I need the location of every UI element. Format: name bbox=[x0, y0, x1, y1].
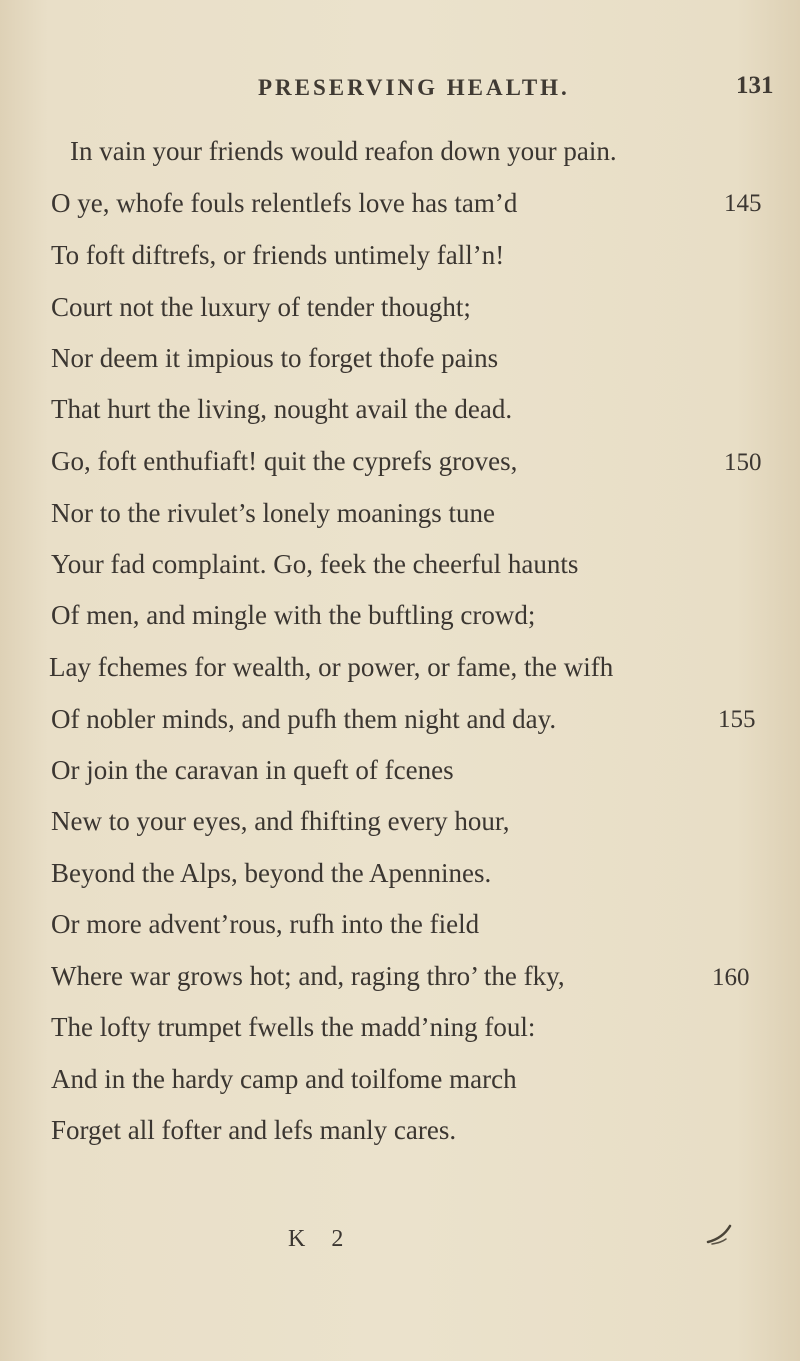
ink-smudge bbox=[706, 1222, 734, 1248]
running-title: PRESERVING HEALTH. bbox=[258, 75, 570, 100]
verse-line: New to your eyes, and fhifting every hour, bbox=[51, 806, 510, 836]
verse-line: Go, foft enthufiaft! quit the cyprefs groves, bbox=[51, 446, 518, 476]
verse-line: Forget all fofter and lefs manly cares. bbox=[51, 1115, 457, 1145]
verse-line: The lofty trumpet fwells the madd’ning foul: bbox=[51, 1012, 536, 1042]
page-number: 131 bbox=[736, 72, 774, 99]
verse-line: That hurt the living, nought avail the dead. bbox=[51, 394, 513, 424]
line-number: 145 bbox=[724, 190, 762, 217]
verse-line: Lay fchemes for wealth, or power, or fame, the wifh bbox=[49, 652, 614, 682]
verse-line: Or join the caravan in queft of fcenes bbox=[51, 755, 454, 785]
line-number: 160 bbox=[712, 964, 750, 991]
line-number: 150 bbox=[724, 449, 762, 476]
verse-line: To foft diftrefs, or friends untimely fall’n! bbox=[51, 240, 505, 270]
verse-line: Your fad complaint. Go, feek the cheerful haunts bbox=[51, 549, 579, 579]
verse-line: Of nobler minds, and pufh them night and day. bbox=[51, 704, 557, 734]
verse-line: In vain your friends would reafon down your pain. bbox=[70, 136, 617, 166]
verse-line: And in the hardy camp and toilfome march bbox=[51, 1064, 517, 1094]
verse-line: Or more advent’rous, rufh into the field bbox=[51, 909, 480, 939]
verse-line: Nor deem it impious to forget thofe pains bbox=[51, 343, 499, 373]
verse-line: O ye, whofe fouls relentlefs love has tam’d bbox=[51, 188, 518, 218]
verse-line: Of men, and mingle with the buftling crowd; bbox=[51, 600, 536, 630]
line-number: 155 bbox=[718, 706, 756, 733]
verse-line: Court not the luxury of tender thought; bbox=[51, 292, 471, 322]
verse-line: Where war grows hot; and, raging thro’ the fky, bbox=[51, 961, 565, 991]
verse-line: Nor to the rivulet’s lonely moanings tune bbox=[51, 498, 495, 528]
verse-line: Beyond the Alps, beyond the Apennines. bbox=[51, 858, 492, 888]
signature-mark: K 2 bbox=[288, 1226, 354, 1252]
